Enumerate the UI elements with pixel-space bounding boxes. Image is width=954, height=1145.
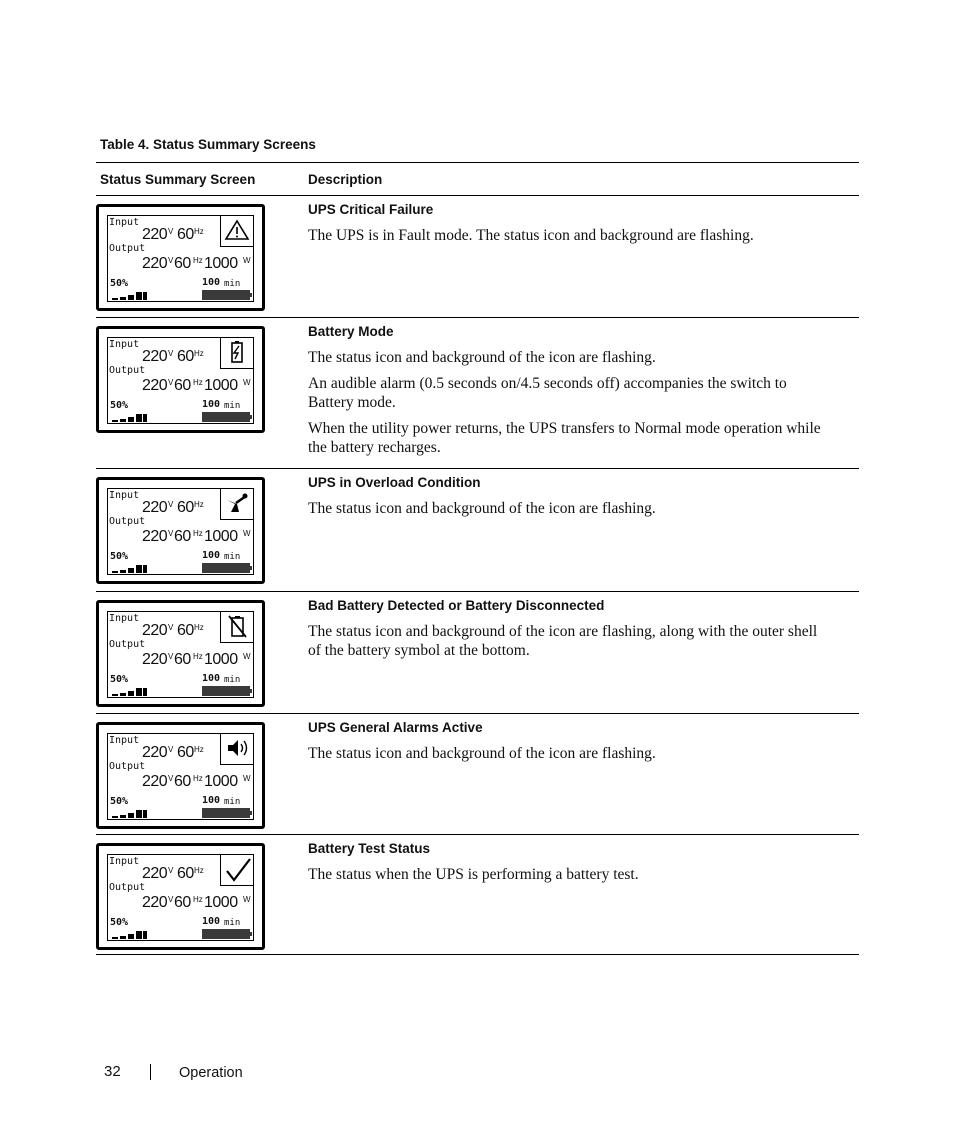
lcd-v-unit: V: [168, 256, 174, 265]
footer-section: Operation: [179, 1065, 243, 1081]
row-title: UPS Critical Failure: [308, 202, 434, 217]
lcd-hz-unit: Hz: [194, 500, 204, 509]
lcd-runtime-unit: min: [224, 279, 241, 289]
lcd-input-voltage: 220: [142, 865, 168, 882]
lcd-watts: 1000: [204, 255, 238, 272]
header-screen: Status Summary Screen: [100, 172, 256, 187]
lcd-input-label: Input: [109, 339, 140, 350]
load-level-bars: [112, 927, 148, 939]
row-description: [308, 202, 829, 252]
row-description: [308, 720, 829, 770]
lcd-output-voltage: 220: [142, 773, 168, 790]
lcd-output-frequency: 60: [174, 651, 191, 668]
lcd-frame: [96, 204, 265, 311]
row-title: Bad Battery Detected or Battery Disconnected: [308, 598, 605, 613]
lcd-output-label: Output: [109, 639, 146, 650]
battery-cap: [250, 566, 252, 570]
lcd-display: [107, 854, 254, 941]
row-paragraph: An audible alarm (0.5 seconds on/4.5 seconds off) accompanies the switch to Battery mode.: [308, 375, 787, 411]
lcd-output-voltage: 220: [142, 377, 168, 394]
lcd-input-voltage: 220: [142, 226, 168, 243]
row-paragraph: The status icon and background of the icon are flashing, along with the outer shell of the battery symbol at the bottom.: [308, 623, 818, 659]
lcd-display: [107, 337, 254, 424]
table-row: [96, 714, 859, 835]
lcd-load: 50%: [110, 400, 129, 411]
lcd-runtime: 100: [202, 795, 221, 806]
lcd-w-unit: W: [243, 774, 251, 783]
lcd-hz-unit: Hz: [193, 774, 203, 783]
lcd-output-frequency: 60: [174, 894, 191, 911]
table-row: [96, 196, 859, 318]
lcd-hz-unit: Hz: [193, 256, 203, 265]
table-row: [96, 835, 859, 955]
row-description: [308, 598, 829, 667]
status-icon-box: [220, 612, 254, 643]
lcd-frame: [96, 843, 265, 950]
row-description: [308, 841, 829, 891]
lcd-display: [107, 215, 254, 302]
lcd-hz-unit: Hz: [193, 529, 203, 538]
header-description: Description: [308, 172, 383, 187]
load-level-bars: [112, 684, 148, 696]
lcd-watts: 1000: [204, 528, 238, 545]
lcd-hz-unit: Hz: [194, 623, 204, 632]
battery-level-bar: [202, 686, 250, 696]
status-icon-box: [220, 855, 254, 886]
battery-cap: [250, 932, 252, 936]
lcd-v-unit: V: [168, 623, 174, 632]
lcd-output-frequency: 60: [174, 255, 191, 272]
lcd-v-unit: V: [168, 774, 174, 783]
lcd-input-frequency: 60: [177, 499, 194, 516]
lcd-w-unit: W: [243, 256, 251, 265]
lcd-v-unit: V: [168, 349, 174, 358]
lcd-v-unit: V: [168, 529, 174, 538]
lcd-load: 50%: [110, 917, 129, 928]
status-icon-box: [220, 489, 254, 520]
status-icon-box: [220, 734, 254, 765]
battery-level-bar: [202, 290, 250, 300]
lcd-input-frequency: 60: [177, 865, 194, 882]
lcd-input-label: Input: [109, 856, 140, 867]
row-paragraph: The status icon and background of the icon are flashing.: [308, 349, 656, 366]
lcd-watts: 1000: [204, 894, 238, 911]
battery-cap: [250, 415, 252, 419]
lcd-w-unit: W: [243, 529, 251, 538]
lcd-display: [107, 611, 254, 698]
lcd-runtime: 100: [202, 550, 221, 561]
lcd-input-label: Input: [109, 217, 140, 228]
lcd-hz-unit: Hz: [193, 895, 203, 904]
lcd-v-unit: V: [168, 895, 174, 904]
lcd-runtime-unit: min: [224, 675, 241, 685]
lcd-runtime-unit: min: [224, 401, 241, 411]
load-level-bars: [112, 561, 148, 573]
battery-cap: [250, 293, 252, 297]
lcd-input-label: Input: [109, 613, 140, 624]
lcd-input-label: Input: [109, 735, 140, 746]
row-description: [308, 324, 829, 464]
load-level-bars: [112, 806, 148, 818]
lcd-output-voltage: 220: [142, 528, 168, 545]
lcd-runtime-unit: min: [224, 552, 241, 562]
lcd-hz-unit: Hz: [194, 227, 204, 236]
lcd-w-unit: W: [243, 378, 251, 387]
lcd-hz-unit: Hz: [194, 745, 204, 754]
row-paragraph: The status icon and background of the icon are flashing.: [308, 745, 656, 762]
battery-cap: [250, 689, 252, 693]
lcd-load: 50%: [110, 674, 129, 685]
lcd-hz-unit: Hz: [193, 378, 203, 387]
status-summary-table: [96, 162, 859, 955]
lcd-output-label: Output: [109, 516, 146, 527]
row-paragraph: The UPS is in Fault mode. The status icon and background are flashing.: [308, 227, 754, 244]
load-level-bars: [112, 288, 148, 300]
lcd-display: [107, 488, 254, 575]
lcd-v-unit: V: [168, 745, 174, 754]
lcd-runtime: 100: [202, 916, 221, 927]
lcd-frame: [96, 600, 265, 707]
lcd-input-voltage: 220: [142, 499, 168, 516]
load-level-bars: [112, 410, 148, 422]
footer-divider: [150, 1064, 151, 1080]
lcd-v-unit: V: [168, 866, 174, 875]
table-row: [96, 469, 859, 592]
page-number: 32: [104, 1063, 121, 1080]
lcd-display: [107, 733, 254, 820]
row-paragraph: The status icon and background of the icon are flashing.: [308, 500, 656, 517]
row-title: Battery Test Status: [308, 841, 431, 856]
lcd-output-label: Output: [109, 882, 146, 893]
lcd-runtime: 100: [202, 277, 221, 288]
lcd-output-voltage: 220: [142, 894, 168, 911]
lcd-watts: 1000: [204, 377, 238, 394]
row-description: [308, 475, 829, 525]
lcd-load: 50%: [110, 551, 129, 562]
lcd-output-voltage: 220: [142, 651, 168, 668]
lcd-hz-unit: Hz: [194, 866, 204, 875]
lcd-output-label: Output: [109, 243, 146, 254]
row-title: UPS in Overload Condition: [308, 475, 481, 490]
lcd-output-frequency: 60: [174, 377, 191, 394]
lcd-w-unit: W: [243, 895, 251, 904]
battery-level-bar: [202, 563, 250, 573]
table-row: [96, 592, 859, 714]
lcd-frame: [96, 722, 265, 829]
battery-level-bar: [202, 808, 250, 818]
status-icon-box: [220, 338, 254, 369]
lcd-w-unit: W: [243, 652, 251, 661]
table-header: [96, 163, 859, 196]
lcd-runtime: 100: [202, 399, 221, 410]
lcd-runtime-unit: min: [224, 918, 241, 928]
lcd-hz-unit: Hz: [194, 349, 204, 358]
lcd-input-label: Input: [109, 490, 140, 501]
row-paragraph: The status when the UPS is performing a battery test.: [308, 866, 639, 883]
row-title: UPS General Alarms Active: [308, 720, 483, 735]
lcd-input-frequency: 60: [177, 622, 194, 639]
lcd-input-voltage: 220: [142, 622, 168, 639]
lcd-input-frequency: 60: [177, 226, 194, 243]
lcd-v-unit: V: [168, 500, 174, 509]
lcd-output-label: Output: [109, 761, 146, 772]
lcd-hz-unit: Hz: [193, 652, 203, 661]
lcd-output-label: Output: [109, 365, 146, 376]
lcd-runtime: 100: [202, 673, 221, 684]
lcd-v-unit: V: [168, 652, 174, 661]
lcd-v-unit: V: [168, 378, 174, 387]
lcd-runtime-unit: min: [224, 797, 241, 807]
table-caption: Table 4. Status Summary Screens: [100, 137, 316, 152]
battery-level-bar: [202, 412, 250, 422]
lcd-load: 50%: [110, 278, 129, 289]
lcd-load: 50%: [110, 796, 129, 807]
lcd-input-voltage: 220: [142, 744, 168, 761]
lcd-input-voltage: 220: [142, 348, 168, 365]
lcd-output-frequency: 60: [174, 773, 191, 790]
lcd-watts: 1000: [204, 773, 238, 790]
lcd-frame: [96, 477, 265, 584]
row-title: Battery Mode: [308, 324, 394, 339]
lcd-output-voltage: 220: [142, 255, 168, 272]
row-paragraph: When the utility power returns, the UPS transfers to Normal mode operation while the battery recharges.: [308, 420, 821, 456]
battery-cap: [250, 811, 252, 815]
lcd-watts: 1000: [204, 651, 238, 668]
lcd-output-frequency: 60: [174, 528, 191, 545]
status-icon-box: [220, 216, 254, 247]
lcd-input-frequency: 60: [177, 348, 194, 365]
table-row: [96, 318, 859, 469]
lcd-frame: [96, 326, 265, 433]
lcd-input-frequency: 60: [177, 744, 194, 761]
battery-level-bar: [202, 929, 250, 939]
lcd-v-unit: V: [168, 227, 174, 236]
